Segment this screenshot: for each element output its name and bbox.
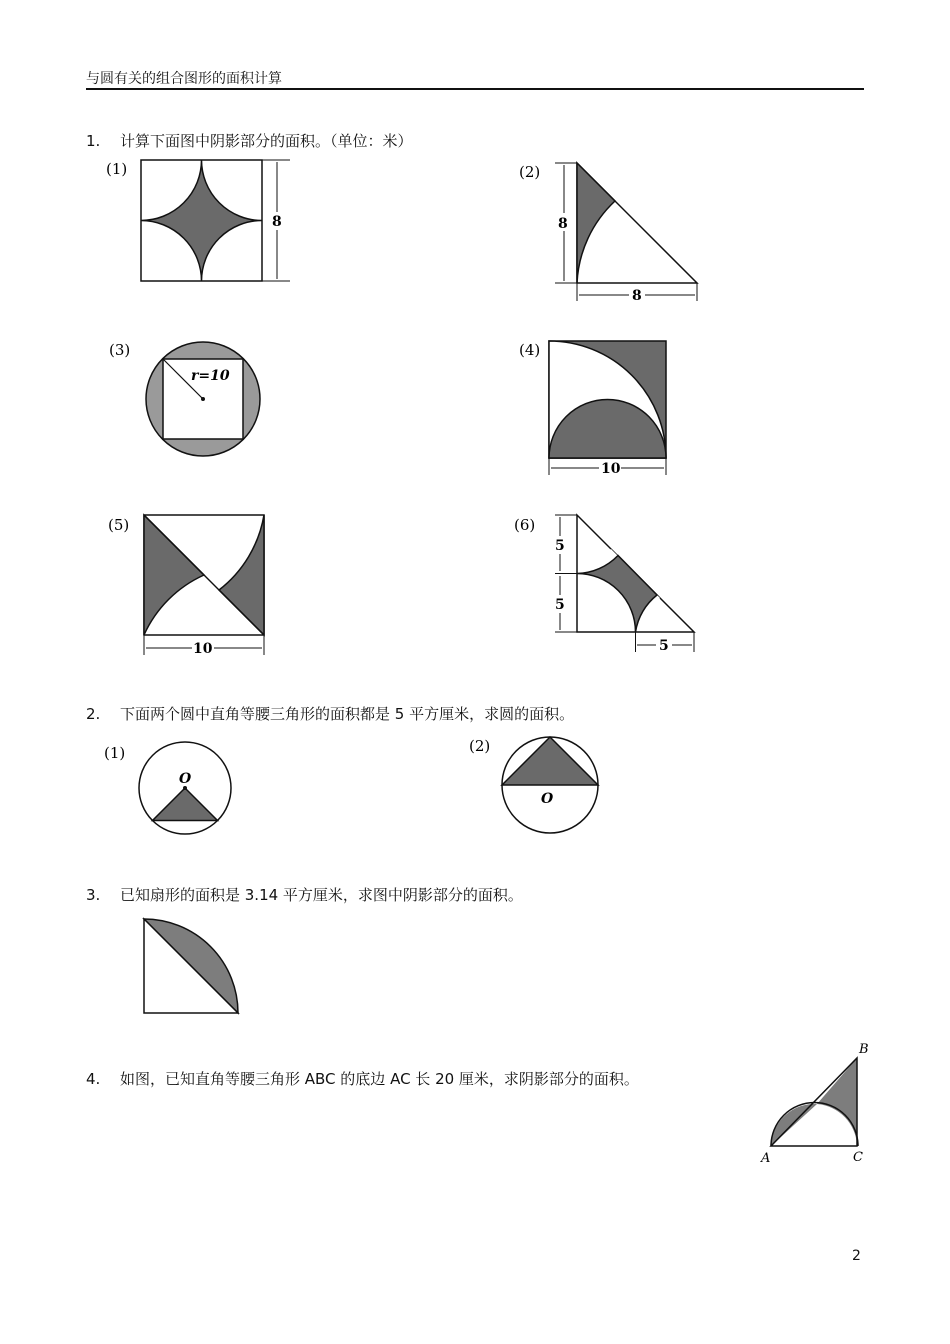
figure-label: (2) [469, 737, 491, 755]
question-text: 下面两个圆中直角等腰三角形的面积都是 5 平方厘米，求圆的面积。 [120, 705, 575, 723]
figure-2-2 [465, 733, 625, 838]
question-text: 已知扇形的面积是 3.14 平方厘米，求图中阴影部分的面积。 [120, 886, 523, 904]
figure-1-1 [100, 152, 300, 292]
shaded-right [817, 1058, 857, 1146]
dimension-label: 8 [632, 288, 642, 304]
dimension-label: 10 [193, 641, 213, 657]
figure-1-4 [515, 335, 715, 480]
figure-1-5 [100, 510, 300, 660]
point-label: B [859, 1042, 869, 1057]
question-3 [86, 884, 523, 905]
question-number: 4. [86, 1070, 101, 1088]
question-text: 计算下面图中阴影部分的面积。（单位：米） [120, 132, 413, 150]
figure-4 [755, 1038, 880, 1168]
figure-label: (6) [514, 516, 536, 534]
question-number: 1. [86, 132, 101, 150]
radius-label: r=10 [191, 368, 230, 384]
page-number: 2 [852, 1248, 861, 1264]
question-number: 3. [86, 886, 101, 904]
figure-label: (4) [519, 341, 541, 359]
question-2 [86, 703, 574, 724]
center-label: O [541, 791, 554, 807]
figure-1-6 [510, 510, 710, 660]
figure-1-2 [515, 155, 715, 305]
question-text: 如图，已知直角等腰三角形 ABC 的底边 AC 长 20 厘米，求阴影部分的面积。 [120, 1070, 639, 1088]
dimension-label: 5 [659, 638, 669, 654]
dimension-label: 5 [555, 597, 565, 613]
dimension-label: 5 [555, 538, 565, 554]
dimension-label: 10 [601, 461, 621, 477]
figure-2-1 [100, 738, 260, 838]
figure-label: (5) [108, 516, 130, 534]
dimension-label: 8 [558, 216, 568, 232]
figure-3 [140, 915, 250, 1020]
dimension-label: 8 [272, 214, 282, 230]
figure-label: (1) [106, 160, 128, 178]
figure-1-3 [105, 335, 305, 460]
question-number: 2. [86, 705, 101, 723]
center-point [201, 397, 205, 401]
question-4 [86, 1068, 639, 1089]
figure-label: (2) [519, 163, 541, 181]
figure-label: (1) [104, 744, 126, 762]
figure-label: (3) [109, 341, 131, 359]
point-label: A [761, 1151, 771, 1166]
page-header [86, 68, 864, 90]
page-header-title: 与圆有关的组合图形的面积计算 [86, 71, 282, 87]
point-label: C [853, 1150, 863, 1165]
question-1 [86, 130, 413, 151]
center-label: O [179, 771, 192, 787]
